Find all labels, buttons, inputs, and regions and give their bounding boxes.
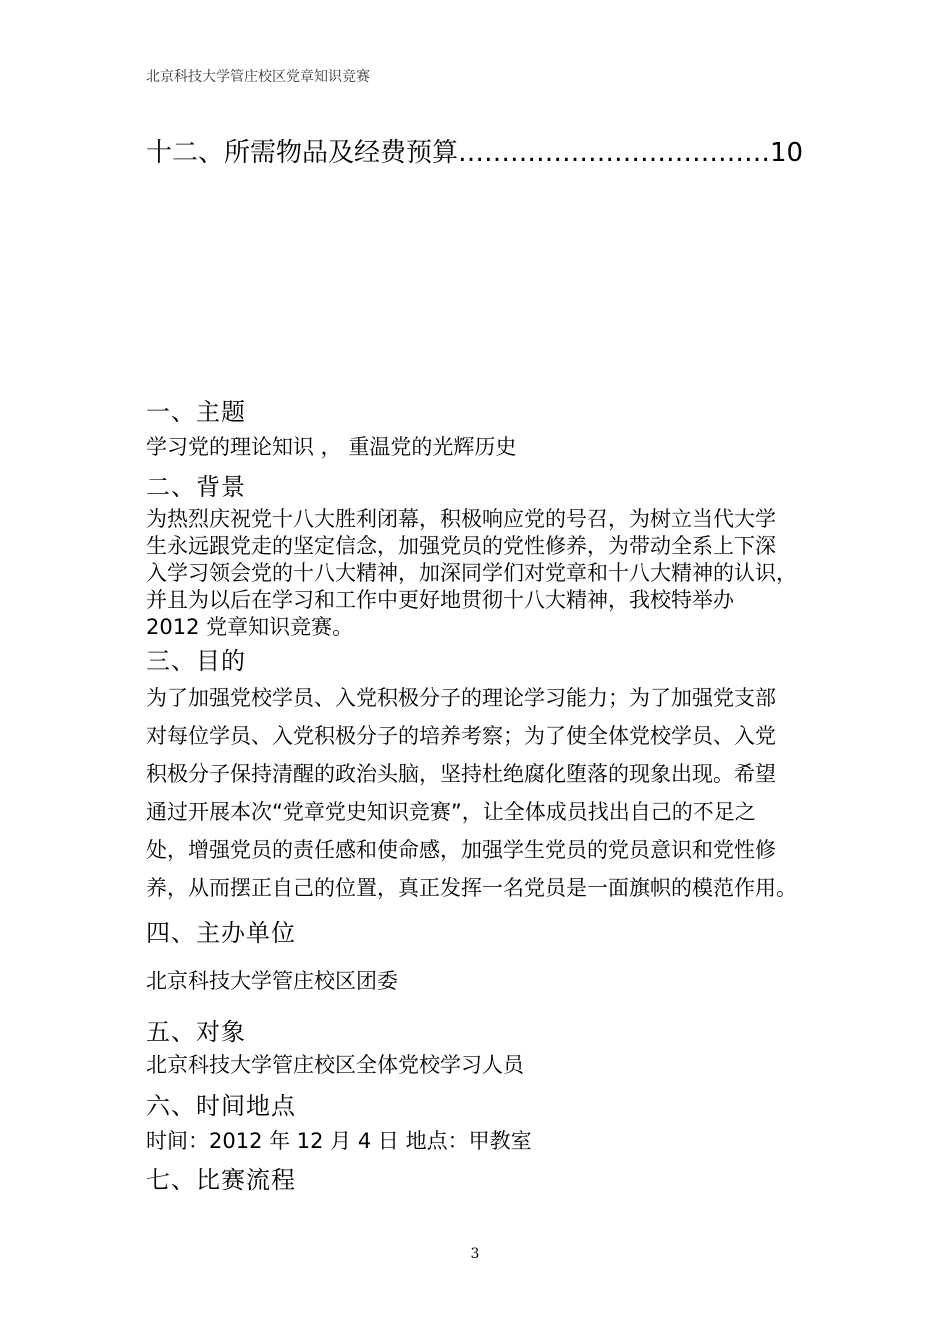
time-place-text: 时间：2012 年 12 月 4 日 地点：甲教室	[146, 1129, 532, 1153]
audience-text: 北京科技大学管庄校区全体党校学习人员	[146, 1053, 524, 1077]
section-heading-time-place: 六、时间地点	[146, 1092, 296, 1120]
paragraph-line: 积极分子保持清醒的政治头脑，坚持杜绝腐化堕落的现象出现。希望	[146, 762, 776, 786]
organizer-text: 北京科技大学管庄校区团委	[146, 969, 398, 993]
purpose-paragraph	[146, 679, 816, 907]
paragraph-line: 为热烈庆祝党十八大胜利闭幕，积极响应党的号召，为树立当代大学	[146, 507, 776, 531]
toc-entry: 十二、所需物品及经费预算………………………………10	[146, 138, 804, 168]
paragraph-line: 生永远跟党走的坚定信念，加强党员的党性修养，为带动全系上下深	[146, 534, 776, 558]
section-heading-procedure: 七、比赛流程	[146, 1166, 296, 1194]
theme-text: 学习党的理论知识 ， 重温党的光辉历史	[146, 435, 517, 459]
background-paragraph	[146, 506, 816, 641]
section-heading-purpose: 三、目的	[146, 647, 246, 675]
paragraph-line: 通过开展本次“党章党史知识竞赛”，让全体成员找出自己的不足之	[146, 800, 756, 824]
paragraph-line: 对每位学员、入党积极分子的培养考察；为了使全体党校学员、入党	[146, 724, 776, 748]
page-number: 3	[470, 1246, 480, 1262]
section-heading-organizer: 四、主办单位	[146, 919, 296, 947]
page-header: 北京科技大学管庄校区党章知识竞赛	[146, 69, 370, 85]
paragraph-line: 处，增强党员的责任感和使命感，加强学生党员的党员意识和党性修	[146, 838, 776, 862]
paragraph-line: 并且为以后在学习和工作中更好地贯彻十八大精神，我校特举办	[146, 588, 734, 612]
paragraph-line: 2012 党章知识竞赛。	[146, 615, 354, 639]
paragraph-line: 为了加强党校学员、入党积极分子的理论学习能力；为了加强党支部	[146, 686, 776, 710]
paragraph-line: 入学习领会党的十八大精神，加深同学们对党章和十八大精神的认识，	[146, 561, 797, 585]
paragraph-line: 养，从而摆正自己的位置，真正发挥一名党员是一面旗帜的模范作用。	[146, 876, 797, 900]
section-heading-theme: 一、主题	[146, 398, 246, 426]
section-heading-audience: 五、对象	[146, 1018, 246, 1046]
section-heading-background: 二、背景	[146, 473, 246, 501]
